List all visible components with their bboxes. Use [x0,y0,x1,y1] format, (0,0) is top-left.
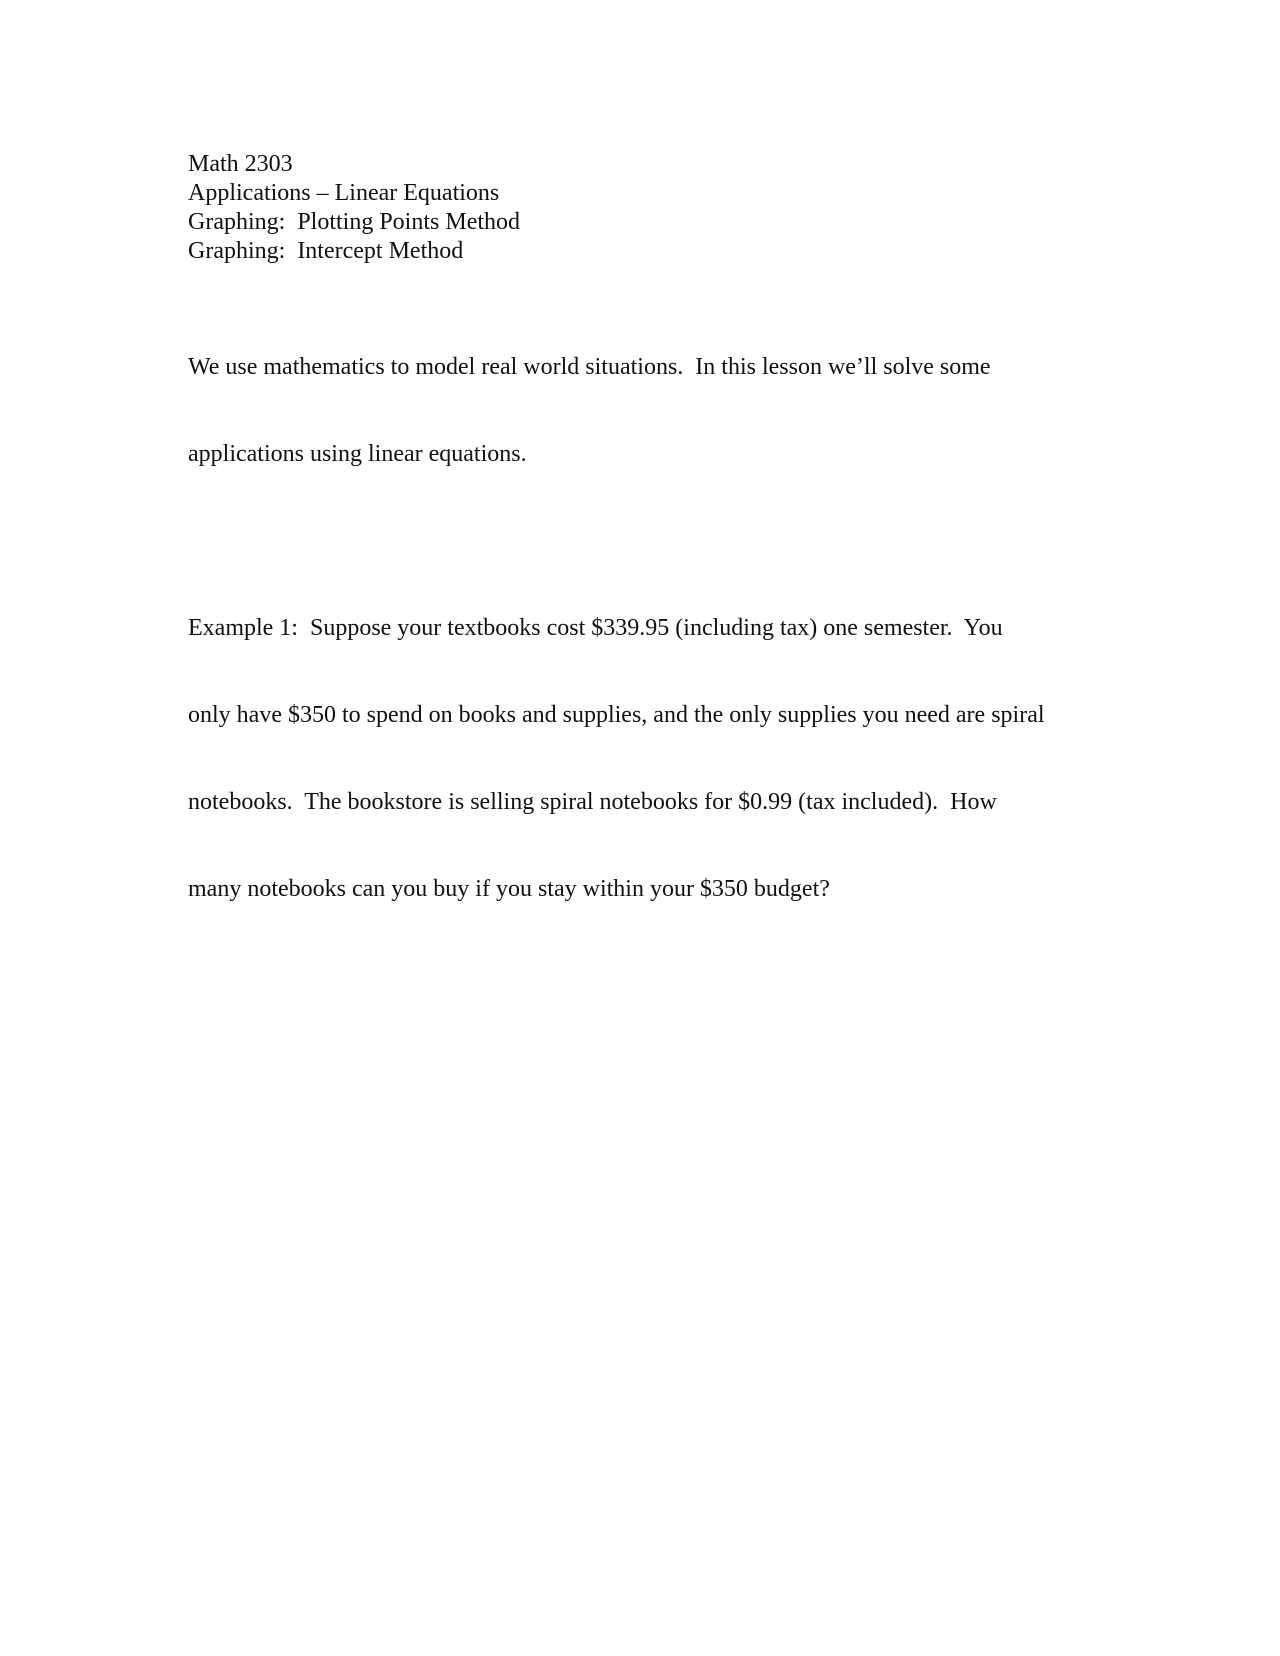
example-line: Example 1: Suppose your textbooks cost $339.95 (including tax) one semester. You [188,615,1003,641]
topic-applications: Applications – Linear Equations [188,180,500,206]
example-line: many notebooks can you buy if you stay within your $350 budget? [188,876,830,902]
topic-intercept: Graphing: Intercept Method [188,238,464,264]
document-body [188,150,1088,962]
course-title: Math 2303 [188,151,293,177]
example-line: notebooks. The bookstore is selling spiral notebooks for $0.99 (tax included). How [188,789,997,815]
intro-line: applications using linear equations. [188,441,527,467]
document-header [188,150,1088,266]
intro-line: We use mathematics to model real world situations. In this lesson we’ll solve some [188,354,991,380]
topic-plotting-points: Graphing: Plotting Points Method [188,209,521,235]
example-line: only have $350 to spend on books and supplies, and the only supplies you need are spiral [188,702,1045,728]
intro-paragraph [188,295,1088,527]
example-1-paragraph [188,556,1088,962]
